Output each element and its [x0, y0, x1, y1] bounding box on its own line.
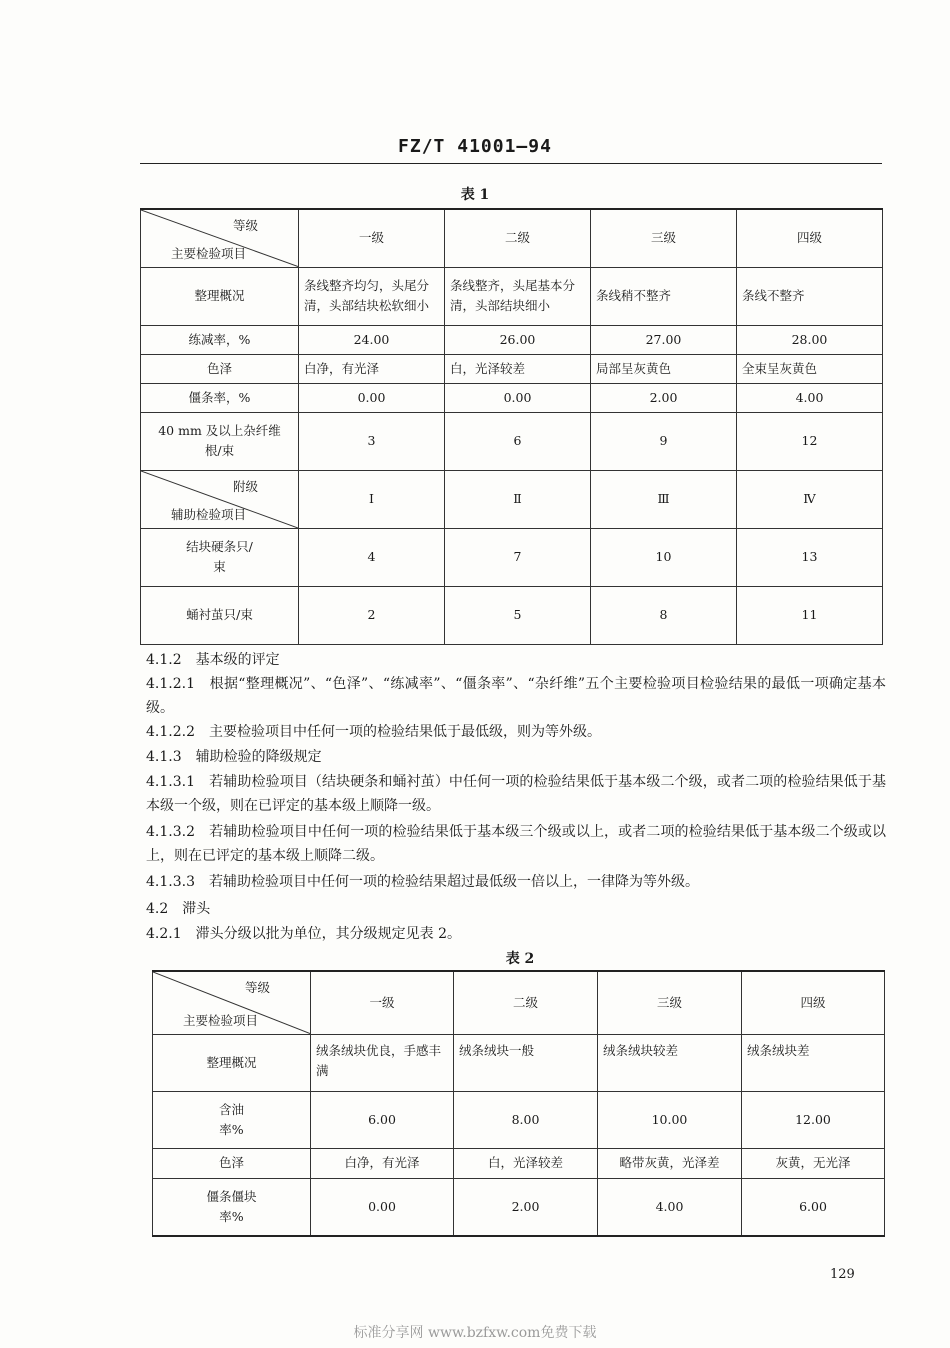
table-cell: 2.00 [591, 383, 737, 412]
table-cell: 9 [591, 412, 737, 470]
corner-item-label: 主要检验项目 [171, 245, 247, 261]
table-row [141, 528, 883, 586]
table-cell: 0.00 [445, 383, 591, 412]
table-row [153, 1091, 885, 1148]
table-cell: 6.00 [742, 1178, 885, 1236]
table-cell: 12 [737, 412, 883, 470]
grade-header: 二级 [454, 971, 598, 1034]
table-row [141, 354, 883, 383]
table-cell: 条线稍不整齐 [591, 267, 737, 325]
table-cell: 5 [445, 586, 591, 644]
table-row [141, 325, 883, 354]
table-row [141, 267, 883, 325]
table-cell: 8.00 [454, 1091, 598, 1148]
table-row [141, 383, 883, 412]
clause-4-1-3: 4.1.3 辅助检验的降级规定 [146, 749, 322, 765]
aux-grade-header: Ⅱ [445, 470, 591, 528]
clause-4-1-2-2: 4.1.2.2 主要检验项目中任何一项的检验结果低于最低级，则为等外级。 [146, 724, 601, 740]
table-row [141, 586, 883, 644]
table-cell: 12.00 [742, 1091, 885, 1148]
clause-4-1-3-3: 4.1.3.3 若辅助检验项目中任何一项的检验结果超过最低级一倍以上，一律降为等外级。 [146, 874, 699, 890]
table-cell: 4.00 [737, 383, 883, 412]
table-cell: 24.00 [299, 325, 445, 354]
table-cell: 7 [445, 528, 591, 586]
aux-grade-header: Ⅰ [299, 470, 445, 528]
standard-code-header: FZ/T 41001—94 [398, 136, 552, 157]
table-cell: 全束呈灰黄色 [737, 354, 883, 383]
table-cell: 4 [299, 528, 445, 586]
table-cell: 白净，有光泽 [299, 354, 445, 383]
table1 [140, 208, 883, 645]
corner-grade-label: 等级 [244, 980, 270, 995]
row-label: 40 mm 及以上杂纤维根/束 [141, 412, 299, 470]
corner-aux-grade-label: 附级 [232, 478, 258, 494]
table-cell: 白，光泽较差 [454, 1148, 598, 1178]
grade-header: 三级 [591, 209, 737, 267]
grade-header: 一级 [299, 209, 445, 267]
table-row [141, 412, 883, 470]
table-cell: 灰黄，无光泽 [742, 1148, 885, 1178]
table-cell: 28.00 [737, 325, 883, 354]
table-cell: 8 [591, 586, 737, 644]
clause-4-1-3-2: 4.1.3.2 若辅助检验项目中任何一项的检验结果低于基本级三个级或以上，或者二项的检验结果低于基本级二个级或以上，则在已评定的基本级上顺降二级。 [146, 824, 886, 864]
table-cell: 10 [591, 528, 737, 586]
table1-aux-corner-header [141, 470, 299, 528]
table-cell: 绒条绒块差 [742, 1034, 885, 1091]
table-cell: 略带灰黄，光泽差 [598, 1148, 742, 1178]
corner-item-label: 主要检验项目 [183, 1012, 259, 1028]
row-label: 蛹衬茧只/束 [141, 586, 299, 644]
table1-corner-header [141, 209, 299, 267]
table-cell: 绒条绒块优良，手感丰满 [311, 1034, 454, 1091]
table-cell: 白净，有光泽 [311, 1148, 454, 1178]
footer-watermark: 标准分享网 www.bzfxw.com免费下载 [353, 1325, 597, 1341]
grade-header: 四级 [742, 971, 885, 1034]
table-cell: 2 [299, 586, 445, 644]
table-cell: 3 [299, 412, 445, 470]
aux-grade-header: Ⅳ [737, 470, 883, 528]
row-label: 僵条僵块率% [153, 1178, 311, 1236]
table-cell: 0.00 [299, 383, 445, 412]
table1-caption: 表 1 [460, 187, 490, 203]
table-cell: 0.00 [311, 1178, 454, 1236]
table-cell: 条线整齐均匀，头尾分清，头部结块松软细小 [299, 267, 445, 325]
grade-header: 一级 [311, 971, 454, 1034]
row-label: 僵条率，% [141, 383, 299, 412]
grade-header: 三级 [598, 971, 742, 1034]
clause-4-2: 4.2 滞头 [146, 901, 211, 917]
corner-aux-item-label: 辅助检验项目 [171, 506, 247, 522]
corner-grade-label: 等级 [232, 218, 258, 233]
table-cell: 10.00 [598, 1091, 742, 1148]
table-cell: 26.00 [445, 325, 591, 354]
table-cell: 6.00 [311, 1091, 454, 1148]
row-label: 含油率% [153, 1091, 311, 1148]
table-row [153, 1034, 885, 1091]
table2-caption: 表 2 [505, 951, 535, 967]
row-label: 色泽 [153, 1148, 311, 1178]
header-rule [140, 163, 882, 164]
table-cell: 白，光泽较差 [445, 354, 591, 383]
clause-4-2-1: 4.2.1 滞头分级以批为单位，其分级规定见表 2。 [146, 926, 461, 942]
table2 [152, 970, 885, 1237]
table-cell: 6 [445, 412, 591, 470]
table2-corner-header [153, 971, 311, 1034]
table-cell: 绒条绒块较差 [598, 1034, 742, 1091]
row-label: 整理概况 [153, 1034, 311, 1091]
row-label: 整理概况 [141, 267, 299, 325]
table-cell: 27.00 [591, 325, 737, 354]
table-cell: 条线整齐，头尾基本分清，头部结块细小 [445, 267, 591, 325]
grade-header: 四级 [737, 209, 883, 267]
row-label: 练减率，% [141, 325, 299, 354]
table-row [153, 1178, 885, 1236]
table-cell: 2.00 [454, 1178, 598, 1236]
aux-grade-header: Ⅲ [591, 470, 737, 528]
grade-header: 二级 [445, 209, 591, 267]
clause-4-1-2-1: 4.1.2.1 根据“整理概况”、“色泽”、“练减率”、“僵条率”、“杂纤维”五个主要检验项目检验结果的最低一项确定基本级。 [146, 676, 886, 716]
table-cell: 4.00 [598, 1178, 742, 1236]
table-row [153, 1148, 885, 1178]
page-number: 129 [830, 1267, 855, 1282]
table-cell: 绒条绒块一般 [454, 1034, 598, 1091]
clause-4-1-2: 4.1.2 基本级的评定 [146, 652, 280, 668]
row-label: 色泽 [141, 354, 299, 383]
row-label: 结块硬条只/束 [141, 528, 299, 586]
clause-4-1-3-1: 4.1.3.1 若辅助检验项目（结块硬条和蛹衬茧）中任何一项的检验结果低于基本级二个级，或者二项的检验结果低于基本级一个级，则在已评定的基本级上顺降一级。 [146, 774, 886, 814]
table-cell: 11 [737, 586, 883, 644]
table-cell: 条线不整齐 [737, 267, 883, 325]
table-cell: 局部呈灰黄色 [591, 354, 737, 383]
table-cell: 13 [737, 528, 883, 586]
